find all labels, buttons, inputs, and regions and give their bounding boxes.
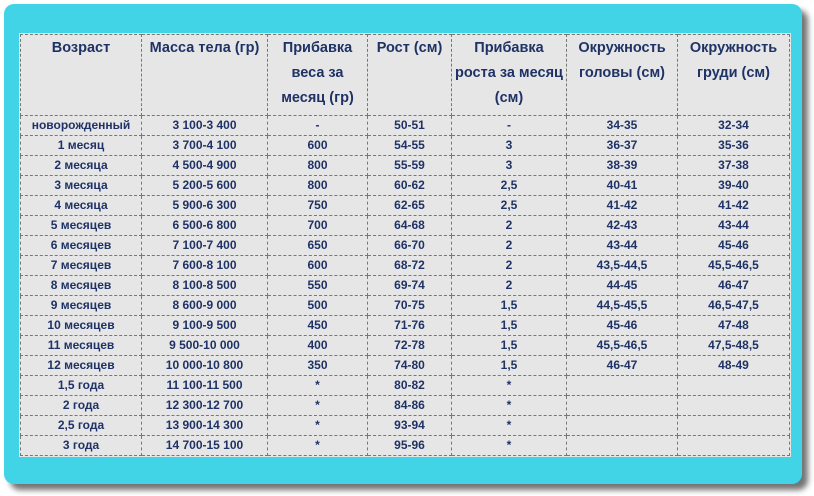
cell-height-gain: 2 — [452, 236, 567, 256]
cell-height: 66-70 — [368, 236, 452, 256]
cell-head-circumference — [567, 436, 678, 456]
cell-weight-gain: 450 — [268, 316, 368, 336]
table-row — [21, 176, 790, 196]
cell-weight: 5 200-5 600 — [142, 176, 268, 196]
header-weight-gain: Прибавка веса за месяц (гр) — [268, 35, 368, 116]
cell-chest-circumference — [678, 396, 790, 416]
cell-height-gain: 1,5 — [452, 296, 567, 316]
cell-age: 3 месяца — [21, 176, 142, 196]
cell-age: 1,5 года — [21, 376, 142, 396]
cell-height-gain: 2,5 — [452, 176, 567, 196]
cell-height: 84-86 — [368, 396, 452, 416]
cell-weight-gain: 600 — [268, 256, 368, 276]
cell-height-gain: 2 — [452, 276, 567, 296]
cell-height: 54-55 — [368, 136, 452, 156]
cell-height: 64-68 — [368, 216, 452, 236]
cell-head-circumference: 34-35 — [567, 116, 678, 136]
table-row — [21, 376, 790, 396]
table-row — [21, 256, 790, 276]
cell-age: 7 месяцев — [21, 256, 142, 276]
cell-chest-circumference: 47-48 — [678, 316, 790, 336]
header-head-circumference: Окружность головы (см) — [567, 35, 678, 116]
cell-head-circumference — [567, 416, 678, 436]
cell-age: 10 месяцев — [21, 316, 142, 336]
cell-height-gain: 2,5 — [452, 196, 567, 216]
cell-chest-circumference: 32-34 — [678, 116, 790, 136]
cell-age: 12 месяцев — [21, 356, 142, 376]
cell-height: 71-76 — [368, 316, 452, 336]
cell-age: 5 месяцев — [21, 216, 142, 236]
cell-height-gain: 1,5 — [452, 336, 567, 356]
cell-head-circumference: 42-43 — [567, 216, 678, 236]
cell-age: 2,5 года — [21, 416, 142, 436]
cell-age: 3 года — [21, 436, 142, 456]
cell-chest-circumference — [678, 436, 790, 456]
table-row — [21, 296, 790, 316]
cell-head-circumference: 40-41 — [567, 176, 678, 196]
cell-weight: 5 900-6 300 — [142, 196, 268, 216]
cell-height: 72-78 — [368, 336, 452, 356]
cell-height-gain: 3 — [452, 156, 567, 176]
cell-age: новорожденный — [21, 116, 142, 136]
table-row — [21, 436, 790, 456]
cell-height-gain: 2 — [452, 216, 567, 236]
cell-weight: 4 500-4 900 — [142, 156, 268, 176]
cell-head-circumference: 45-46 — [567, 316, 678, 336]
cell-age: 2 года — [21, 396, 142, 416]
cell-height: 55-59 — [368, 156, 452, 176]
table-row — [21, 216, 790, 236]
cell-height: 60-62 — [368, 176, 452, 196]
table-row — [21, 196, 790, 216]
table-row — [21, 336, 790, 356]
cell-weight: 9 100-9 500 — [142, 316, 268, 336]
cell-weight-gain: 350 — [268, 356, 368, 376]
cell-chest-circumference — [678, 376, 790, 396]
cell-head-circumference: 38-39 — [567, 156, 678, 176]
cell-head-circumference: 41-42 — [567, 196, 678, 216]
cell-head-circumference — [567, 376, 678, 396]
cell-head-circumference: 45,5-46,5 — [567, 336, 678, 356]
table-row — [21, 316, 790, 336]
cell-weight-gain: 750 — [268, 196, 368, 216]
growth-table — [20, 34, 790, 456]
cell-weight-gain: 800 — [268, 156, 368, 176]
cell-chest-circumference: 37-38 — [678, 156, 790, 176]
cell-weight-gain: * — [268, 376, 368, 396]
cell-weight: 13 900-14 300 — [142, 416, 268, 436]
cell-height-gain: * — [452, 416, 567, 436]
cell-age: 11 месяцев — [21, 336, 142, 356]
table-row — [21, 276, 790, 296]
cell-chest-circumference: 35-36 — [678, 136, 790, 156]
table-row — [21, 416, 790, 436]
cell-head-circumference: 36-37 — [567, 136, 678, 156]
cell-weight: 14 700-15 100 — [142, 436, 268, 456]
cell-height-gain: * — [452, 436, 567, 456]
cell-height-gain: 1,5 — [452, 356, 567, 376]
cell-age: 1 месяц — [21, 136, 142, 156]
cell-weight: 12 300-12 700 — [142, 396, 268, 416]
cell-height: 68-72 — [368, 256, 452, 276]
cell-chest-circumference: 46,5-47,5 — [678, 296, 790, 316]
header-height: Рост (см) — [368, 35, 452, 116]
cell-height-gain: * — [452, 396, 567, 416]
cell-age: 9 месяцев — [21, 296, 142, 316]
cell-age: 6 месяцев — [21, 236, 142, 256]
cell-age: 4 месяца — [21, 196, 142, 216]
header-height-gain: Прибавка роста за месяц (см) — [452, 35, 567, 116]
table-row — [21, 136, 790, 156]
cell-height: 62-65 — [368, 196, 452, 216]
header-row — [21, 35, 790, 116]
cell-chest-circumference: 46-47 — [678, 276, 790, 296]
cell-head-circumference: 43,5-44,5 — [567, 256, 678, 276]
table-row — [21, 116, 790, 136]
cell-weight: 3 700-4 100 — [142, 136, 268, 156]
cell-weight: 9 500-10 000 — [142, 336, 268, 356]
cell-weight-gain: - — [268, 116, 368, 136]
cell-weight: 6 500-6 800 — [142, 216, 268, 236]
cell-weight: 11 100-11 500 — [142, 376, 268, 396]
cell-weight: 10 000-10 800 — [142, 356, 268, 376]
cell-weight-gain: * — [268, 396, 368, 416]
cell-height: 95-96 — [368, 436, 452, 456]
cell-weight: 7 600-8 100 — [142, 256, 268, 276]
cell-age: 2 месяца — [21, 156, 142, 176]
cell-head-circumference: 44,5-45,5 — [567, 296, 678, 316]
cell-height-gain: 1,5 — [452, 316, 567, 336]
header-age: Возраст — [21, 35, 142, 116]
cell-head-circumference — [567, 396, 678, 416]
cell-chest-circumference: 39-40 — [678, 176, 790, 196]
cell-weight: 8 100-8 500 — [142, 276, 268, 296]
cell-chest-circumference: 41-42 — [678, 196, 790, 216]
cell-weight-gain: 400 — [268, 336, 368, 356]
cell-head-circumference: 43-44 — [567, 236, 678, 256]
cell-weight-gain: 800 — [268, 176, 368, 196]
cell-weight-gain: 650 — [268, 236, 368, 256]
cell-weight: 3 100-3 400 — [142, 116, 268, 136]
cell-chest-circumference — [678, 416, 790, 436]
cell-age: 8 месяцев — [21, 276, 142, 296]
table-row — [21, 356, 790, 376]
cell-weight-gain: 700 — [268, 216, 368, 236]
table-row — [21, 156, 790, 176]
header-weight: Масса тела (гр) — [142, 35, 268, 116]
table-row — [21, 236, 790, 256]
cell-chest-circumference: 48-49 — [678, 356, 790, 376]
cell-height: 80-82 — [368, 376, 452, 396]
cell-chest-circumference: 43-44 — [678, 216, 790, 236]
cell-weight-gain: * — [268, 416, 368, 436]
cell-height: 93-94 — [368, 416, 452, 436]
table-row — [21, 396, 790, 416]
cell-height-gain: 2 — [452, 256, 567, 276]
cell-weight: 8 600-9 000 — [142, 296, 268, 316]
cell-weight-gain: 500 — [268, 296, 368, 316]
table-body — [21, 116, 790, 456]
cell-chest-circumference: 47,5-48,5 — [678, 336, 790, 356]
header-chest-circumference: Окружность груди (см) — [678, 35, 790, 116]
cell-weight-gain: * — [268, 436, 368, 456]
cell-height: 69-74 — [368, 276, 452, 296]
cell-head-circumference: 44-45 — [567, 276, 678, 296]
cell-weight: 7 100-7 400 — [142, 236, 268, 256]
cell-height-gain: - — [452, 116, 567, 136]
cell-chest-circumference: 45,5-46,5 — [678, 256, 790, 276]
cell-height-gain: * — [452, 376, 567, 396]
cell-height: 74-80 — [368, 356, 452, 376]
cell-height-gain: 3 — [452, 136, 567, 156]
cell-chest-circumference: 45-46 — [678, 236, 790, 256]
cell-weight-gain: 600 — [268, 136, 368, 156]
cell-height: 70-75 — [368, 296, 452, 316]
cell-weight-gain: 550 — [268, 276, 368, 296]
cell-height: 50-51 — [368, 116, 452, 136]
cell-head-circumference: 46-47 — [567, 356, 678, 376]
